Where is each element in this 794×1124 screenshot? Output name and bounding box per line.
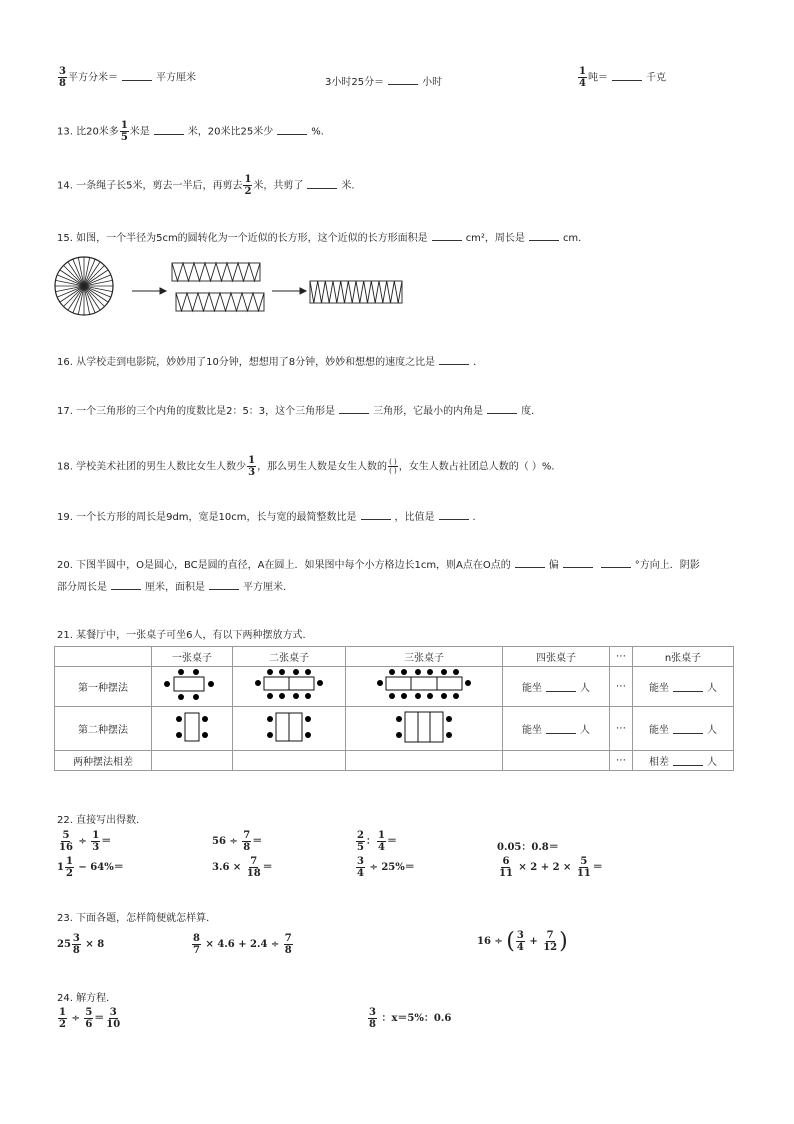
table-diagram-1a (152, 667, 233, 707)
row-label: 两种摆法相差 (55, 751, 152, 771)
question-19: 19. 一个长方形的周长是9dm，宽是10cm，长与宽的最简整数比是 ，比值是 ． (57, 512, 483, 523)
question-14: 14. 一条绳子长5米，剪去一半后，再剪去 $\frac{1}{2}$ 米，共剪了 米． (57, 174, 362, 197)
table-diagram-3b (346, 707, 503, 751)
question-17: 17. 一个三角形的三个内角的度数比是2：5：3，这个三角形是 三角形，它最小的内角是 度． (57, 406, 542, 417)
expr-23-2: $\frac{8}{7}$ × 4.6 + 2.4 ÷ $\frac{7}{8}$ (193, 933, 292, 956)
fraction: $\frac{1}{4}$ (579, 66, 586, 89)
header-cell: 四张桌子 (503, 647, 610, 667)
arrow-icon (132, 288, 166, 294)
table-layout-icon (162, 668, 222, 702)
expr-23-3: 16 ÷ ( $\frac{3}{4}$ + $\frac{7}{12}$ ) (477, 929, 568, 954)
question-24-title: 24. 解方程． (57, 993, 117, 1004)
approx-rectangle (310, 281, 402, 303)
answer-blank[interactable] (277, 125, 307, 135)
expr-22-4: 0.05：0.8＝ (497, 842, 559, 853)
circle-to-rectangle-figure (54, 255, 414, 320)
answer-blank[interactable] (307, 179, 337, 189)
answer-blank[interactable] (432, 231, 462, 241)
header-cell: 一张桌子 (152, 647, 233, 667)
question-16: 16. 从学校走到电影院，妙妙用了10分钟，想想用了8分钟，妙妙和想想的速度之比是 ． (57, 357, 484, 368)
answer-blank[interactable] (209, 580, 239, 590)
answer-blank[interactable] (487, 404, 517, 414)
answer-blank[interactable] (529, 231, 559, 241)
answer-blank[interactable] (673, 724, 703, 734)
table-layout-icon (376, 668, 472, 702)
answer-blank[interactable] (612, 71, 642, 81)
answer-blank[interactable] (601, 558, 631, 568)
sector-circle (55, 257, 113, 315)
header-cell: ⋯ (610, 647, 633, 667)
question-20-line2: 部分周长是 厘米，面积是 平方厘米． (57, 582, 293, 593)
header-cell: 三张桌子 (346, 647, 503, 667)
fraction: $\frac{3}{8}$ (59, 66, 66, 89)
answer-blank[interactable] (111, 580, 141, 590)
answer-blank[interactable] (563, 558, 593, 568)
answer-blank[interactable] (439, 510, 469, 520)
conversion-ton: $\frac{1}{4}$ 吨＝ 千克 (579, 66, 666, 89)
answer-blank[interactable] (388, 75, 418, 85)
answer-blank[interactable] (439, 355, 469, 365)
question-20-line1: 20. 下图半圆中，O是圆心，BC是圆的直径，A在圆上．如果图中每个小方格边长1cm，则A点在O点的 偏 °方向上．阴影 (57, 560, 700, 571)
header-cell: 二张桌子 (233, 647, 346, 667)
row-label: 第二种摆法 (55, 707, 152, 751)
row-label: 第一种摆法 (55, 667, 152, 707)
expr-22-5: 1 $\frac{1}{2}$ − 64%＝ (57, 856, 124, 879)
question-23-title: 23. 下面各题，怎样简便就怎样算． (57, 913, 217, 924)
table-diagram-1b (152, 707, 233, 751)
question-18: 18. 学校美术社团的男生人数比女生人数少 $\frac{1}{3}$ ，那么男生人数是女生人数的 $\frac{( )}{( )}$ ，女生人数占社团总人数的（ ）%． (57, 455, 562, 478)
equation-24-1: $\frac{1}{2}$ ÷ $\frac{5}{6}$ ＝ $\frac{3}{10}$ (59, 1007, 121, 1030)
expr-22-1: $\frac{5}{16}$ ÷ $\frac{1}{3}$ ＝ (59, 830, 112, 853)
table-layout-icon (172, 707, 212, 747)
split-halves (172, 263, 264, 311)
blank-fraction: $\frac{( )}{( )}$ (389, 458, 397, 475)
answer-blank[interactable] (122, 71, 152, 81)
expr-22-6: 3.6 × $\frac{7}{18}$ ＝ (212, 856, 273, 879)
answer-blank[interactable] (339, 404, 369, 414)
arrow-icon (272, 288, 306, 294)
answer-blank[interactable] (546, 682, 576, 692)
header-cell: n张桌子 (633, 647, 734, 667)
conversion-square-dm: $\frac{3}{8}$ 平方分米＝ 平方厘米 (59, 66, 196, 89)
table-layout-icon (264, 707, 314, 747)
seating-table: 一张桌子 二张桌子 三张桌子 四张桌子 ⋯ n张桌子 第一种摆法 能坐 人 ⋯ 能坐 人 第二种摆法 能坐 人 ⋯ 能坐 人 两种摆法相差 ⋯ 相差 人 (54, 646, 734, 771)
equation-24-2: $\frac{3}{8}$ ：x＝5%：0.6 (369, 1007, 452, 1030)
expr-22-8: $\frac{6}{11}$ × 2 + 2 × $\frac{5}{11}$ ＝ (499, 856, 603, 879)
answer-blank[interactable] (546, 724, 576, 734)
question-22-title: 22. 直接写出得数． (57, 815, 147, 826)
expr-22-3: $\frac{2}{5}$ ： $\frac{1}{4}$ ＝ (357, 830, 397, 853)
table-diagram-2b (233, 707, 346, 751)
expr-22-7: $\frac{3}{4}$ ÷ 25%＝ (357, 856, 415, 879)
question-13: 13. 比20米多 $\frac{1}{5}$ 米是 米，20米比25米少 %． (57, 120, 331, 143)
answer-blank[interactable] (515, 558, 545, 568)
expr-22-2: 56 ÷ $\frac{7}{8}$ ＝ (212, 830, 263, 853)
conversion-hours: 3小时25分＝ 小时 (325, 77, 443, 88)
answer-blank[interactable] (673, 756, 703, 766)
table-diagram-2a (233, 667, 346, 707)
table-layout-icon (393, 707, 455, 747)
table-layout-icon (254, 668, 324, 702)
answer-blank[interactable] (673, 682, 703, 692)
expr-23-1: 25 $\frac{3}{8}$ × 8 (57, 933, 105, 956)
answer-blank[interactable] (154, 125, 184, 135)
answer-blank[interactable] (361, 510, 391, 520)
table-diagram-3a (346, 667, 503, 707)
question-15: 15. 如图，一个半径为5cm的圆转化为一个近似的长方形，这个近似的长方形面积是 cm²，周长是 cm． (57, 233, 589, 244)
question-21-title: 21. 某餐厅中，一张桌子可坐6人，有以下两种摆放方式． (57, 630, 313, 641)
